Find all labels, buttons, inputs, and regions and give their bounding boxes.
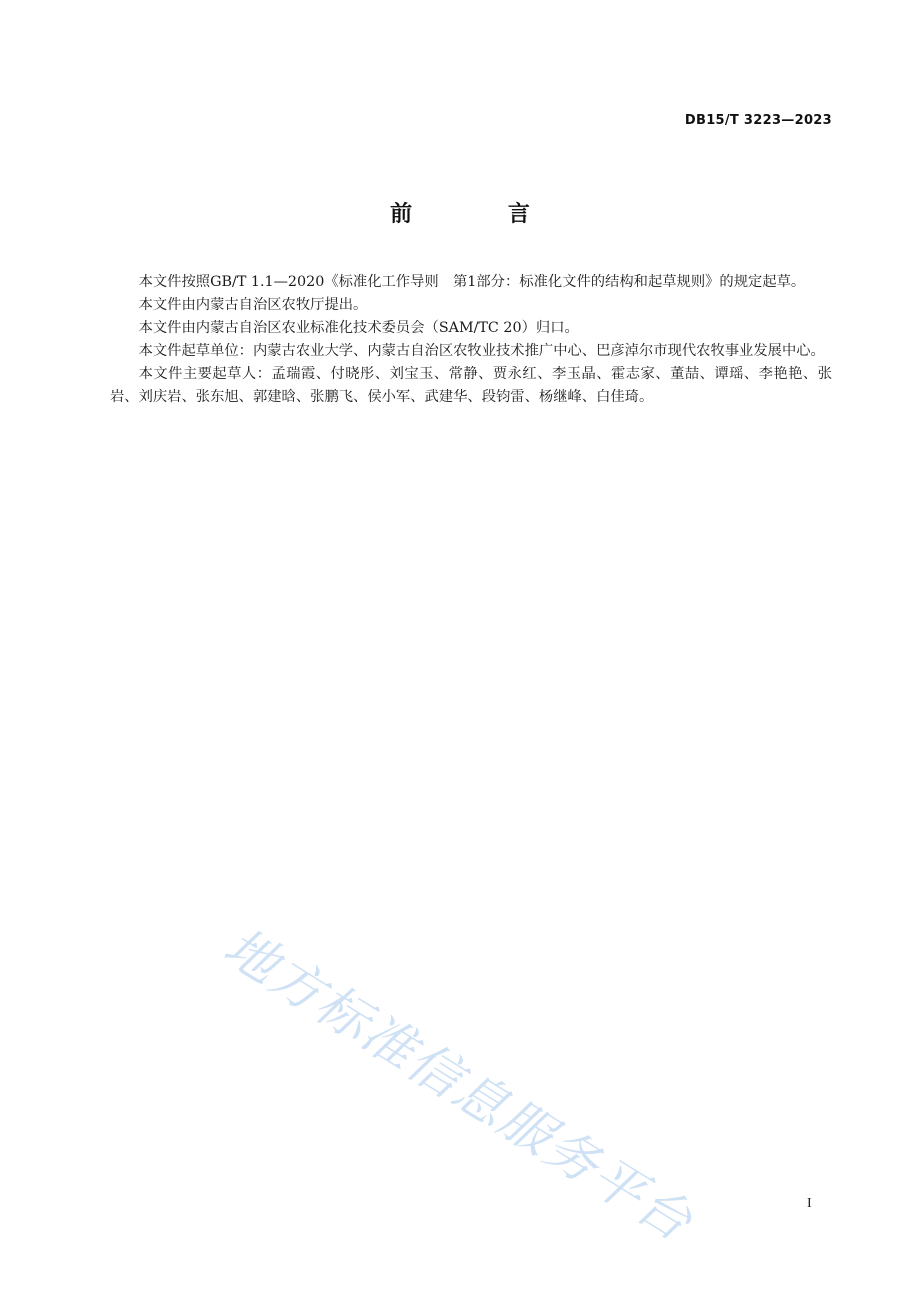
standard-code: DB15/T 3223—2023	[684, 113, 832, 128]
paragraph-proposer: 本文件由内蒙古自治区农牧厅提出。	[138, 297, 368, 313]
preface-body	[110, 271, 832, 409]
section-title: 前 言	[390, 202, 574, 227]
paragraph-drafting-basis: 本文件按照GB/T 1.1—2020《标准化工作导则 第1部分：标准化文件的结构和起草规则》的规定起草。	[138, 274, 806, 290]
paragraph-drafters: 本文件主要起草人：孟瑞霞、付晓彤、刘宝玉、常静、贾永红、李玉晶、霍志家、董喆、谭瑶、李艳艳、张岩、刘庆岩、张东旭、郭建晗、张鹏飞、侯小军、武建华、段钧雷、杨继峰、白佳琦。	[110, 366, 832, 405]
watermark: 地方标准信息服务平台	[213, 916, 703, 1254]
paragraph-drafting-units: 本文件起草单位：内蒙古农业大学、内蒙古自治区农牧业技术推广中心、巴彦淖尔市现代农牧事业发展中心。	[138, 343, 825, 359]
paragraph-administrator: 本文件由内蒙古自治区农业标准化技术委员会（SAM/TC 20）归口。	[138, 320, 579, 336]
page-number: I	[807, 1196, 812, 1211]
